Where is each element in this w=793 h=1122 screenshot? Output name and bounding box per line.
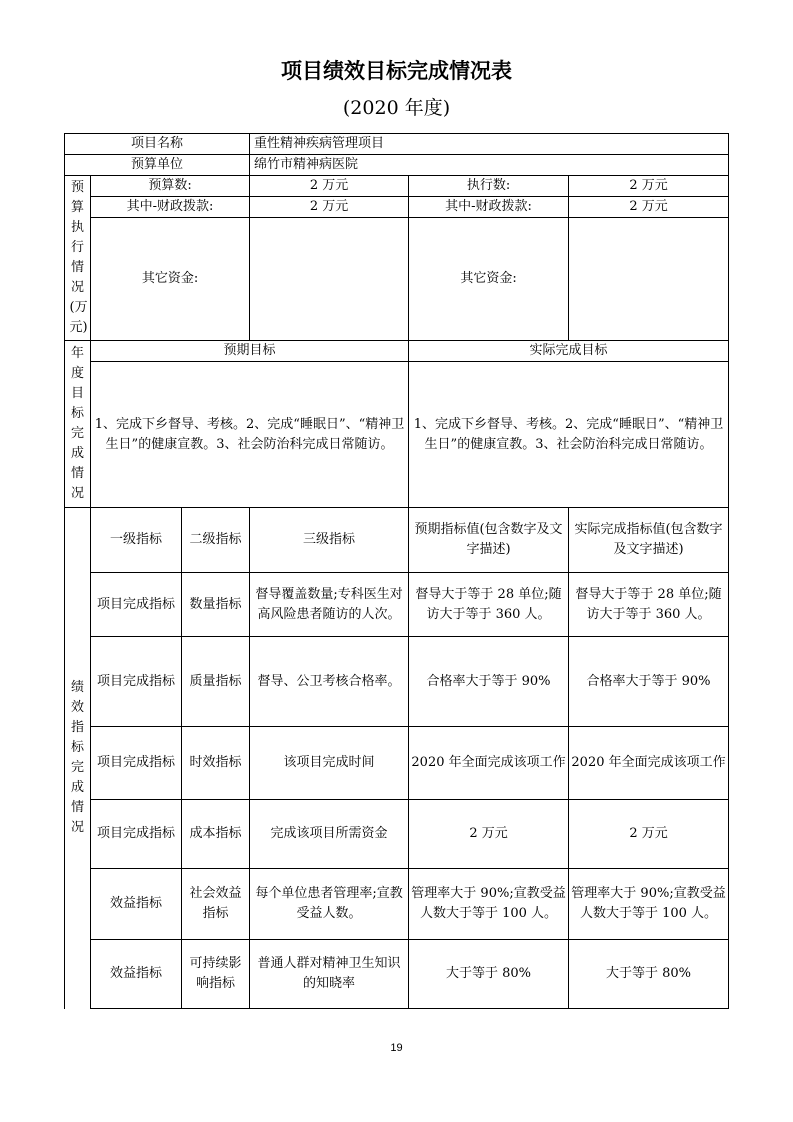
level2-cell: 质量指标 [182, 637, 250, 727]
row-other-funds [65, 218, 729, 341]
table-row [65, 800, 729, 869]
row-budget-unit [65, 155, 729, 176]
budget-label: 预算数: [91, 176, 250, 197]
row-indicator-headers [65, 508, 729, 573]
table-row [65, 637, 729, 727]
fiscal-value: 2 万元 [250, 197, 409, 218]
fiscal-exec-value: 2 万元 [569, 197, 729, 218]
row-budget [65, 176, 729, 197]
table-row [65, 573, 729, 637]
other-funds-value [250, 218, 409, 341]
actual-value-cell: 2020 年全面完成该项工作 [569, 727, 729, 800]
planned-value-cell: 2 万元 [409, 800, 569, 869]
actual-value-cell: 管理率大于 90%;宣教受益人数大于等于 100 人。 [569, 869, 729, 940]
level3-cell: 该项目完成时间 [250, 727, 409, 800]
row-project-name [65, 134, 729, 155]
planned-value-header: 预期指标值(包含数字及文字描述) [409, 508, 569, 573]
actual-value-cell: 督导大于等于 28 单位;随访大于等于 360 人。 [569, 573, 729, 637]
level3-cell: 普通人群对精神卫生知识的知晓率 [250, 940, 409, 1009]
other-funds-label: 其它资金: [91, 218, 250, 341]
actual-target-header: 实际完成目标 [409, 341, 729, 362]
level2-cell: 时效指标 [182, 727, 250, 800]
level2-cell: 成本指标 [182, 800, 250, 869]
row-fiscal [65, 197, 729, 218]
row-annual-targets [65, 362, 729, 508]
planned-value-cell: 督导大于等于 28 单位;随访大于等于 360 人。 [409, 573, 569, 637]
fiscal-label: 其中-财政拨款: [91, 197, 250, 218]
level3-cell: 督导覆盖数量;专科医生对高风险患者随访的人次。 [250, 573, 409, 637]
budget-section-text: 预算执行情况(万元) [69, 180, 88, 335]
row-annual-headers [65, 341, 729, 362]
level1-cell: 项目完成指标 [91, 573, 182, 637]
level1-cell: 效益指标 [91, 940, 182, 1009]
level3-cell: 每个单位患者管理率;宣教受益人数。 [250, 869, 409, 940]
table-row [65, 869, 729, 940]
planned-value-cell: 管理率大于 90%;宣教受益人数大于等于 100 人。 [409, 869, 569, 940]
performance-section-text: 绩效指标完成情况 [70, 680, 84, 836]
project-name-value: 重性精神疾病管理项目 [250, 134, 729, 155]
table-row [65, 727, 729, 800]
planned-value-cell: 大于等于 80% [409, 940, 569, 1009]
actual-target-text: 1、完成下乡督导、考核。2、完成“睡眠日”、“精神卫生日”的健康宣教。3、社会防治科完成日常随访。 [409, 362, 729, 508]
fiscal-exec-label: 其中-财政拨款: [409, 197, 569, 218]
performance-table [64, 133, 729, 1009]
planned-target-text: 1、完成下乡督导、考核。2、完成“睡眠日”、“精神卫生日”的健康宣教。3、社会防治科完成日常随访。 [91, 362, 409, 508]
exec-value: 2 万元 [569, 176, 729, 197]
project-name-label: 项目名称 [65, 134, 250, 155]
annual-section-label [65, 341, 91, 508]
actual-value-cell: 大于等于 80% [569, 940, 729, 1009]
annual-section-text: 年度目标完成情况 [70, 346, 84, 501]
level1-header: 一级指标 [91, 508, 182, 573]
page-number: 19 [390, 1042, 403, 1054]
budget-unit-value: 绵竹市精神病医院 [250, 155, 729, 176]
table-row [65, 940, 729, 1009]
level1-cell: 项目完成指标 [91, 800, 182, 869]
other-funds-exec-value [569, 218, 729, 341]
page-subtitle: (2020 年度) [342, 97, 451, 119]
planned-target-header: 预期目标 [91, 341, 409, 362]
level1-cell: 项目完成指标 [91, 727, 182, 800]
actual-value-header: 实际完成指标值(包含数字及文字描述) [569, 508, 729, 573]
budget-value: 2 万元 [250, 176, 409, 197]
exec-label: 执行数: [409, 176, 569, 197]
other-funds-exec-label: 其它资金: [409, 218, 569, 341]
level1-cell: 效益指标 [91, 869, 182, 940]
page-title: 项目绩效目标完成情况表 [281, 59, 512, 83]
level3-cell: 完成该项目所需资金 [250, 800, 409, 869]
level2-cell: 可持续影响指标 [182, 940, 250, 1009]
budget-unit-label: 预算单位 [65, 155, 250, 176]
actual-value-cell: 合格率大于等于 90% [569, 637, 729, 727]
actual-value-cell: 2 万元 [569, 800, 729, 869]
planned-value-cell: 合格率大于等于 90% [409, 637, 569, 727]
performance-section-label [65, 508, 91, 1009]
level3-header: 三级指标 [250, 508, 409, 573]
budget-section-label [65, 176, 91, 341]
level1-cell: 项目完成指标 [91, 637, 182, 727]
level2-cell: 数量指标 [182, 573, 250, 637]
level2-header: 二级指标 [182, 508, 250, 573]
level2-cell: 社会效益指标 [182, 869, 250, 940]
level3-cell: 督导、公卫考核合格率。 [250, 637, 409, 727]
planned-value-cell: 2020 年全面完成该项工作 [409, 727, 569, 800]
